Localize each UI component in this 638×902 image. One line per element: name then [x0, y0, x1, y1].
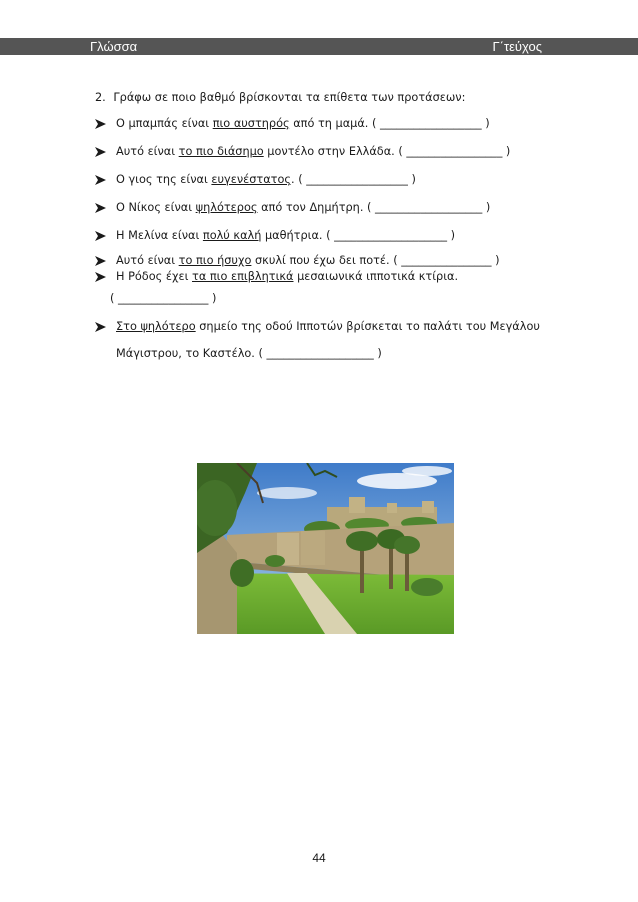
header-subject: Γλώσσα: [90, 39, 138, 54]
item-answer-blank: . ( __________________ ): [291, 173, 416, 186]
item-adjective: το πιο ήσυχο: [178, 254, 252, 267]
item-adjective: πιο αυστηρός: [212, 117, 290, 130]
item-adjective: το πιο διάσημο: [178, 145, 264, 158]
list-item: [116, 173, 416, 187]
exercise-instruction: Γράφω σε ποιο βαθμό βρίσκονται τα επίθετα των προτάσεων:: [113, 91, 466, 104]
arrow-bullet-icon: [95, 231, 106, 241]
item-answer-blank: σκυλί που έχω δει ποτέ. ( ________________ ): [251, 254, 500, 267]
castle-photo: [197, 463, 454, 634]
arrow-bullet-icon: [95, 175, 106, 185]
item-adjective: Στο ψηλότερο: [116, 320, 196, 333]
header-bar: [0, 38, 638, 55]
item-text-end: μεσαιωνικά ιπποτικά κτίρια.: [293, 270, 459, 283]
item-answer-blank: Μάγιστρου, το Καστέλο. ( ___________________ ): [116, 347, 382, 360]
item-text: Ο Νίκος είναι: [116, 201, 196, 214]
item-answer-blank: μοντέλο στην Ελλάδα. ( _________________ ): [263, 145, 511, 158]
page-number: 44: [312, 851, 326, 865]
arrow-bullet-icon: [95, 256, 106, 266]
item-adjective: τα πιο επιβλητικά: [192, 270, 294, 283]
arrow-bullet-icon: [95, 147, 106, 157]
arrow-bullet-icon: [95, 203, 106, 213]
header-volume: Γ΄τεύχος: [492, 39, 542, 54]
item-adjective: ψηλότερος: [195, 201, 258, 214]
item-adjective: ευγενέστατος: [211, 173, 292, 186]
exercise-heading: [95, 91, 465, 105]
list-item: [116, 320, 540, 334]
item-text: Αυτό είναι: [116, 254, 179, 267]
list-item: [116, 201, 490, 215]
list-item: [116, 254, 500, 268]
list-item: [116, 270, 458, 284]
arrow-bullet-icon: [95, 119, 106, 129]
item-answer-blank: ( ________________ ): [110, 292, 217, 305]
item-answer-blank: από τη μαμά. ( __________________ ): [289, 117, 490, 130]
item-text: Ο γιος της είναι: [116, 173, 212, 186]
item-text: Ο μπαμπάς είναι: [116, 117, 213, 130]
list-item: [116, 117, 490, 131]
item-text: Η Μελίνα είναι: [116, 229, 203, 242]
item-text: Η Ρόδος έχει: [116, 270, 193, 283]
list-item: [116, 229, 455, 243]
exercise-number: 2.: [95, 91, 106, 104]
list-item: [116, 145, 510, 159]
item-answer-blank: από τον Δημήτρη. ( ___________________ ): [257, 201, 491, 214]
item-text: Αυτό είναι: [116, 145, 179, 158]
item-text: σημείο της οδού Ιπποτών βρίσκεται το παλάτι του Μεγάλου: [195, 320, 540, 333]
item-answer-blank: μαθήτρια. ( ____________________ ): [261, 229, 456, 242]
arrow-bullet-icon: [95, 322, 106, 332]
item-adjective: πολύ καλή: [202, 229, 262, 242]
arrow-bullet-icon: [95, 272, 106, 282]
